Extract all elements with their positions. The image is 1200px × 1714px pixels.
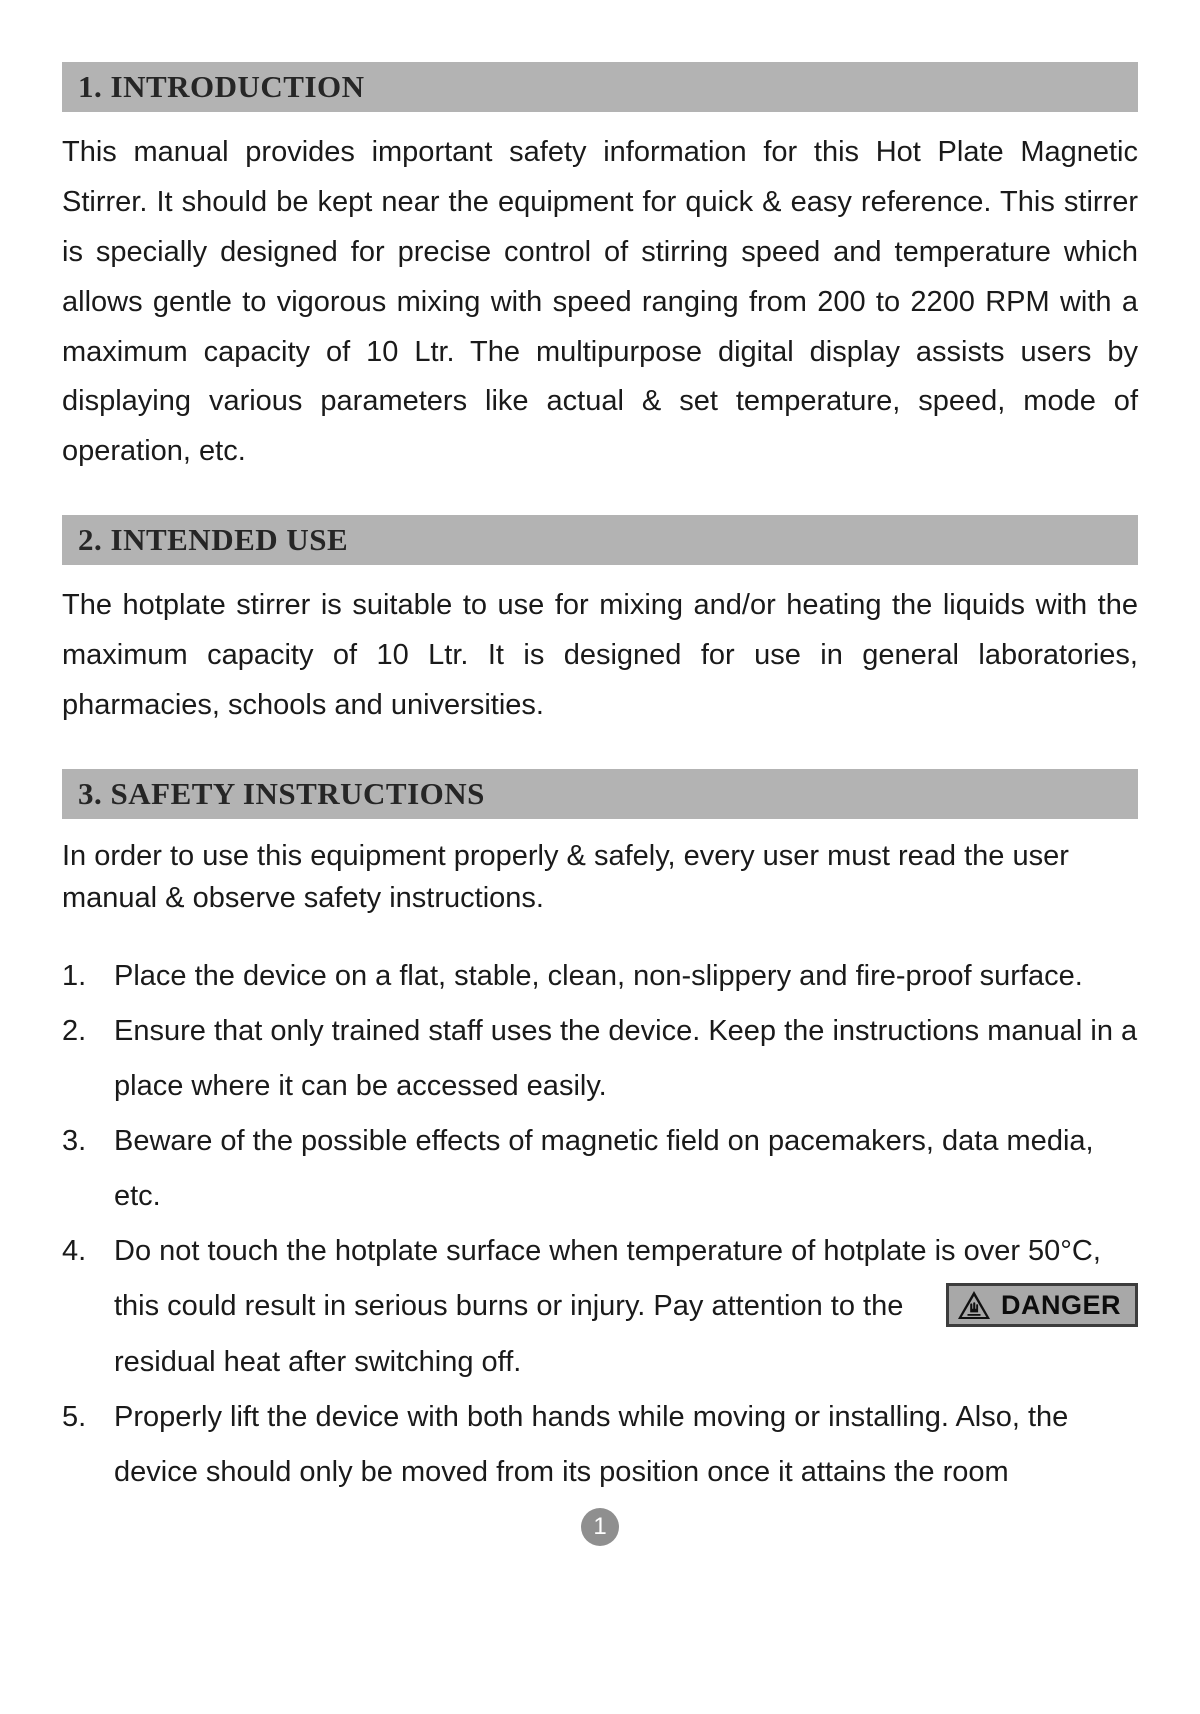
item-number: 3. (62, 1125, 87, 1158)
section-safety-instructions (62, 769, 1138, 1500)
item-number: 1. (62, 959, 87, 992)
item-text (114, 1224, 1138, 1389)
item-text: Properly lift the device with both hands while moving or installing. Also, the device should only be moved from its position once it attains the room (114, 1400, 1069, 1488)
item-text-after-badge: attention to the residual heat after switching off. (114, 1290, 904, 1378)
section-introduction (62, 62, 1138, 477)
danger-badge (946, 1283, 1138, 1327)
item-text: Place the device on a flat, stable, clean, non-slippery and fire-proof surface. (114, 959, 1083, 992)
safety-item-1 (62, 949, 1138, 1004)
intended-use-paragraph: The hotplate stirrer is suitable to use for mixing and/or heating the liquids with the maximum capacity of 10 Ltr. It is designed for use in general laboratories, pharmacies, schools and universities. (62, 589, 1138, 721)
item-text-before-badge: Do not touch the hotplate surface when temperature of hotplate is over 50°C, this could result in serious burns or injury. Pay (114, 1235, 1101, 1323)
safety-heading-bar: 3. SAFETY INSTRUCTIONS (62, 769, 1138, 819)
safety-item-4 (62, 1224, 1138, 1389)
item-text: Ensure that only trained staff uses the device. Keep the instructions manual in a place where it can be accessed easily. (114, 1014, 1138, 1103)
introduction-paragraph: This manual provides important safety information for this Hot Plate Magnetic Stirrer. It should be kept near the equipment for quick & easy reference. This stirrer is specially designed for precise control of stirring speed and temperature which allows gentle to vigorous mixing with speed ranging from 200 to 2200 RPM with a maximum capacity of 10 Ltr. The multipurpose digital display assists users by displaying various parameters like actual & set temperature, speed, mode of operation, etc. (62, 136, 1138, 468)
section-intended-use (62, 515, 1138, 731)
introduction-heading-bar: 1. INTRODUCTION (62, 62, 1138, 112)
item-number: 2. (62, 1014, 87, 1047)
intended-use-heading-bar: 2. INTENDED USE (62, 515, 1138, 565)
item-text: Beware of the possible effects of magnetic field on pacemakers, data media, etc. (114, 1125, 1094, 1213)
safety-item-3 (62, 1114, 1138, 1224)
item-number: 4. (62, 1235, 87, 1268)
safety-intro-paragraph: In order to use this equipment properly & safely, every user must read the user manual & observe safety instructions. (62, 839, 1069, 914)
safety-item-2 (62, 1004, 1138, 1114)
danger-label: DANGER (1000, 1289, 1121, 1320)
page-number-badge: 1 (581, 1508, 619, 1546)
item-number: 5. (62, 1400, 87, 1433)
hot-surface-warning-icon (957, 1290, 991, 1320)
safety-list (62, 949, 1138, 1500)
safety-item-5 (62, 1390, 1138, 1500)
